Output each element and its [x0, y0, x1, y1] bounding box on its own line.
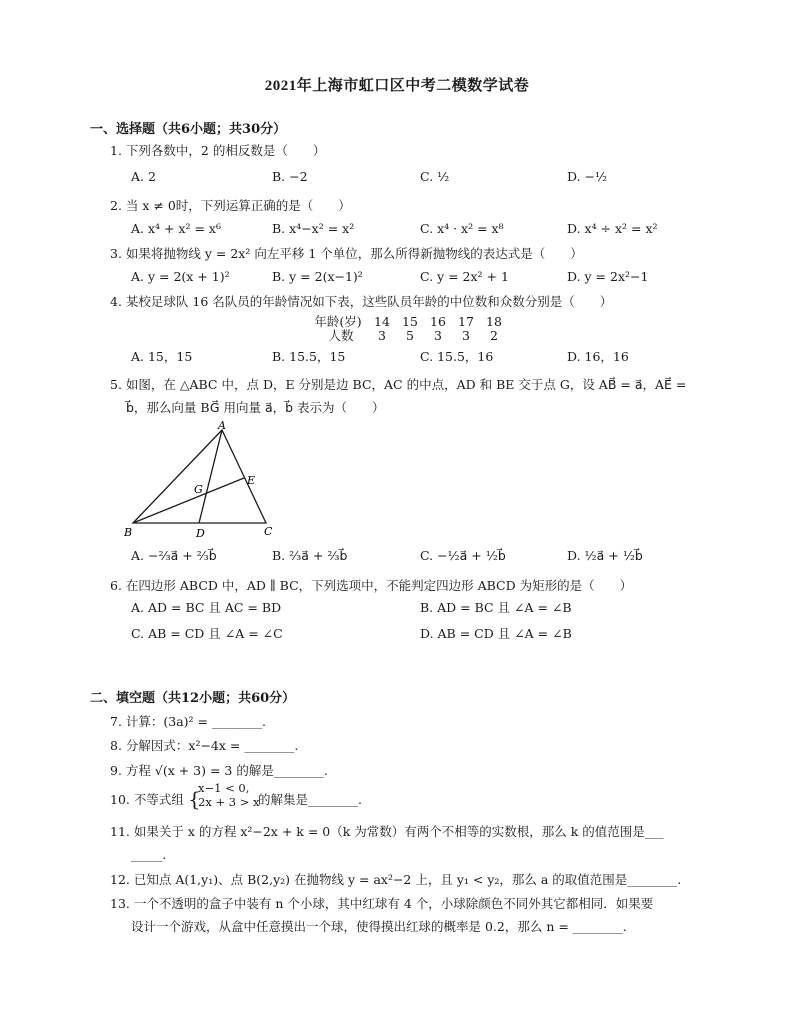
triangle-figure: [118, 418, 288, 546]
count-header: 人数: [328, 328, 354, 343]
question-2-option-d: D. x⁴ ÷ x² = x²: [567, 221, 658, 236]
question-5-stem-line2: b⃗，那么向量 BG⃗ 用向量 a⃗，b⃗ 表示为（ ）: [126, 400, 385, 415]
question-2-option-a: A. x⁴ + x² = x⁶: [131, 221, 221, 236]
count-cell: 3: [462, 328, 470, 343]
age-cell: 18: [486, 314, 502, 329]
question-5-stem-line1: 5. 如图，在 △ABC 中，点 D，E 分别是边 BC，AC 的中点，AD 和 BE 交于点 G，设 AB⃗ = a⃗，AE⃗ =: [110, 377, 687, 392]
count-cell: 3: [378, 328, 386, 343]
question-10-brace: {: [188, 787, 201, 811]
question-5-option-a: A. −⅔a⃗ + ⅔b⃗: [131, 548, 217, 563]
question-6-option-c: C. AB = CD 且 ∠A = ∠C: [131, 626, 283, 641]
question-6-option-a: A. AD = BC 且 AC = BD: [131, 600, 282, 615]
page-title: 2021年上海市虹口区中考二模数学试卷: [264, 78, 530, 94]
question-4-option-a: A. 15，15: [131, 349, 193, 364]
question-3-option-c: C. y = 2x² + 1: [420, 269, 509, 284]
question-13-line1: 13. 一个不透明的盒子中装有 n 个小球，其中红球有 4 个，小球除颜色不同外其它都相同．如果要: [110, 896, 654, 911]
segment-ad: [199, 430, 222, 523]
question-4-option-b: B. 15.5，15: [272, 349, 346, 364]
question-10-inequality-2: 2x + 3 > x: [198, 795, 260, 809]
age-cell: 15: [402, 314, 418, 329]
age-table: [308, 315, 508, 343]
label-e: E: [247, 474, 256, 487]
section-heading-fill: 二、填空题（共12小题；共60分）: [90, 691, 296, 706]
question-4-stem: 4. 某校足球队 16 名队员的年龄情况如下表，这些队员年龄的中位数和众数分别是（ ）: [110, 294, 613, 309]
question-1-option-c: C. ½: [420, 169, 450, 184]
question-2-stem: 2. 当 x ≠ 0时，下列运算正确的是（ ）: [110, 198, 351, 213]
question-6-option-d: D. AB = CD 且 ∠A = ∠B: [420, 626, 572, 641]
age-cell: 16: [430, 314, 446, 329]
question-5-option-b: B. ⅔a⃗ + ⅔b⃗: [272, 548, 348, 563]
age-header: 年龄(岁): [314, 314, 362, 329]
question-5-option-c: C. −½a⃗ + ½b⃗: [420, 548, 506, 563]
label-c: C: [264, 525, 273, 538]
question-13-line2: 设计一个游戏，从盒中任意摸出一个球，使得摸出红球的概率是 0.2，那么 n = ________.: [131, 919, 627, 934]
question-1-option-a: A. 2: [131, 169, 156, 184]
label-a: A: [218, 419, 226, 432]
segment-be: [133, 478, 244, 523]
label-d: D: [196, 527, 205, 540]
age-cell: 17: [458, 314, 474, 329]
question-2-option-b: B. x⁴−x² = x²: [272, 221, 355, 236]
section-heading-choice: 一、选择题（共6小题；共30分）: [90, 122, 287, 137]
label-b: B: [124, 526, 133, 539]
question-1-option-d: D. −½: [567, 169, 608, 184]
question-10-suffix: 的解集是________.: [258, 792, 362, 807]
question-6-stem: 6. 在四边形 ABCD 中，AD ∥ BC，下列选项中，不能判定四边形 ABCD 为矩形的是（ ）: [110, 578, 633, 593]
count-cell: 3: [434, 328, 442, 343]
question-2-option-c: C. x⁴ · x² = x⁸: [420, 221, 504, 236]
question-11-line1: 11. 如果关于 x 的方程 x²−2x + k = 0（k 为常数）有两个不相等的实数根，那么 k 的值范围是___: [110, 824, 664, 839]
question-8: 8. 分解因式：x²−4x = ________.: [110, 738, 299, 753]
question-4-option-d: D. 16，16: [567, 349, 629, 364]
age-row: [308, 315, 508, 329]
question-3-stem: 3. 如果将抛物线 y = 2x² 向左平移 1 个单位，那么所得新抛物线的表达式是（ ）: [110, 246, 583, 261]
question-7: 7. 计算：(3a)² = ________.: [110, 714, 266, 729]
question-1-stem: 1. 下列各数中，2 的相反数是（ ）: [110, 143, 326, 158]
question-1-option-b: B. −2: [272, 169, 308, 184]
question-6-option-b: B. AD = BC 且 ∠A = ∠B: [420, 600, 572, 615]
question-3-option-d: D. y = 2x²−1: [567, 269, 649, 284]
question-3-option-b: B. y = 2(x−1)²: [272, 269, 363, 284]
question-11-line2: _____.: [131, 847, 167, 862]
label-g: G: [194, 483, 203, 496]
question-10-prefix: 10. 不等式组: [110, 792, 184, 807]
question-12: 12. 已知点 A(1,y₁)、点 B(2,y₂) 在抛物线 y = ax²−2 上，且 y₁ < y₂，那么 a 的取值范围是________.: [110, 872, 682, 887]
age-cell: 14: [374, 314, 390, 329]
question-5-option-d: D. ½a⃗ + ½b⃗: [567, 548, 643, 563]
question-9: 9. 方程 √(x + 3) = 3 的解是________.: [110, 763, 328, 778]
count-cell: 5: [406, 328, 414, 343]
question-3-option-a: A. y = 2(x + 1)²: [131, 269, 230, 284]
count-cell: 2: [490, 328, 498, 343]
count-row: [308, 329, 508, 343]
question-4-option-c: C. 15.5，16: [420, 349, 494, 364]
question-10-inequality-1: x−1 < 0,: [198, 781, 250, 795]
